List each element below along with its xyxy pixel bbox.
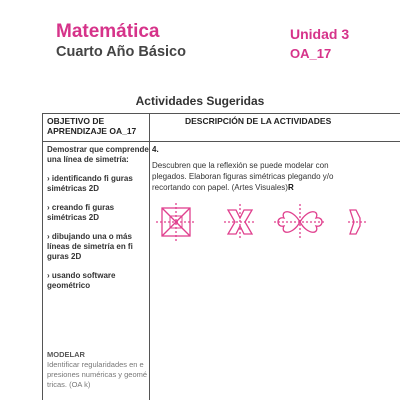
folded-square-figure — [156, 203, 196, 241]
activity-suffix: R — [287, 183, 294, 192]
col-header-objective: OBJETIVO DE APRENDIZAJE OA_17 — [47, 116, 137, 136]
activity-description — [152, 160, 352, 193]
page-subtitle: Cuarto Año Básico — [56, 44, 186, 60]
table-header-border — [42, 141, 400, 142]
activity-text: Descubren que la reflexión se puede modelar con plegados. Elaboran figuras simétricas plegando y/o recortando con papel. (Artes Visuales) — [152, 161, 334, 192]
cut-x-figure — [224, 204, 256, 240]
symmetry-figures-svg — [152, 202, 400, 242]
symmetry-figures — [152, 202, 400, 242]
modelar-line: tricas. (OA k) — [47, 380, 91, 389]
objective-list — [47, 145, 149, 300]
objective-item: › usando software geométrico — [47, 271, 116, 290]
page-title: Matemática — [56, 21, 160, 42]
flower-figure — [274, 204, 326, 240]
objective-item: › dibujando una o más líneas de simetría en fi guras 2D — [47, 232, 133, 261]
modelar-note — [47, 350, 149, 390]
col-header-description: DESCRIPCIÓN DE LA ACTIVIDADES — [185, 116, 332, 126]
unit-label: Unidad 3 — [290, 26, 350, 42]
objective-item: › identificando fi guras simétricas 2D — [47, 174, 133, 193]
modelar-line: presiones numéricas y geomé — [47, 370, 148, 379]
activity-number: 4. — [152, 145, 159, 154]
objective-code: OA_17 — [290, 46, 332, 61]
table-left-border — [42, 113, 43, 400]
table-top-border — [42, 113, 400, 114]
section-title: Actividades Sugeridas — [135, 94, 265, 108]
table-col-divider — [149, 113, 150, 400]
cut-shape-figure — [348, 210, 366, 234]
modelar-heading: MODELAR — [47, 350, 85, 359]
modelar-line: Identificar regularidades en e — [47, 360, 144, 369]
objective-intro: Demostrar que comprende una línea de simetría: — [47, 145, 149, 164]
objective-item: › creando fi guras simétricas 2D — [47, 203, 115, 222]
